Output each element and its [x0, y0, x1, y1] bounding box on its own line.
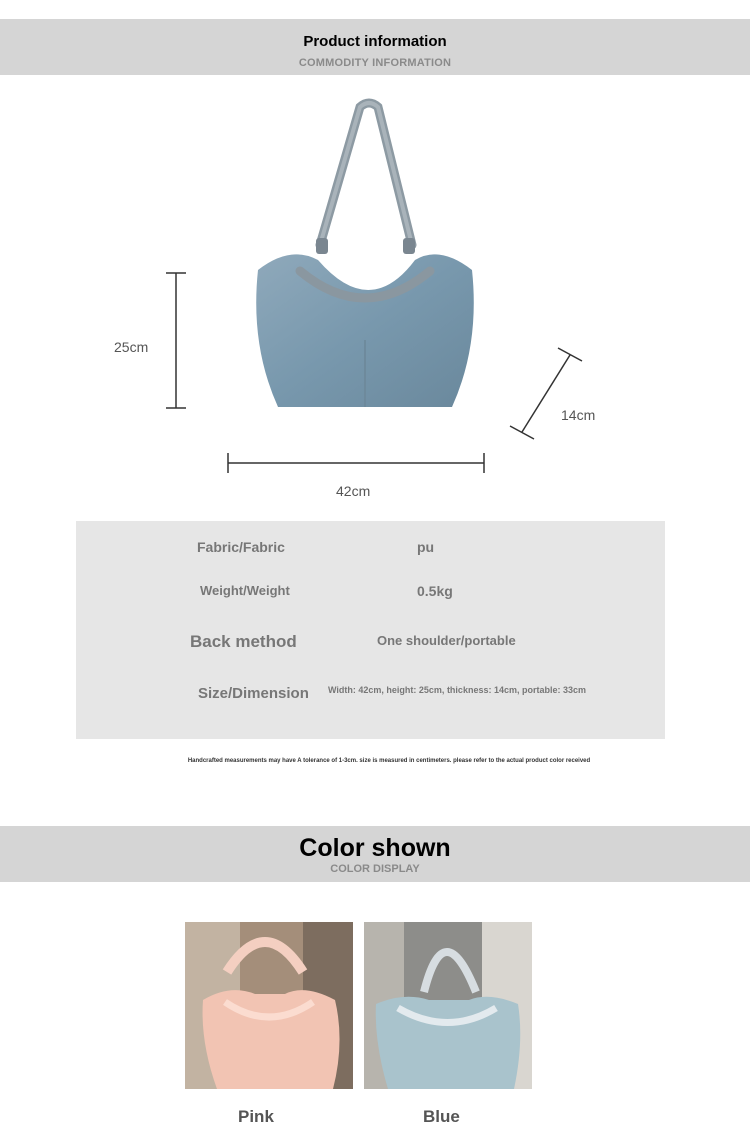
spec-value-size: Width: 42cm, height: 25cm, thickness: 14cm, portable: 33cm	[328, 685, 586, 695]
pink-bag-photo[interactable]	[185, 922, 353, 1089]
spec-value-back-method: One shoulder/portable	[377, 633, 516, 648]
height-label: 25cm	[114, 339, 149, 355]
measurement-note: Handcrafted measurements may have A tolerance of 1-3cm. size is measured in centimeters. please refer to the actual product color received	[187, 758, 591, 764]
width-label: 42cm	[336, 483, 371, 499]
spec-value-fabric: pu	[417, 539, 435, 555]
product-info-title: Product information	[303, 33, 447, 50]
spec-label-size: Size/Dimension	[198, 685, 309, 702]
color-shown-title: Color shown	[299, 834, 451, 862]
bag-illustration	[0, 95, 750, 515]
color-shown-header	[0, 826, 750, 882]
spec-label-back-method: Back method	[190, 632, 297, 651]
spec-label-fabric: Fabric/Fabric	[197, 539, 285, 555]
color-name-pink: Pink	[238, 1107, 274, 1126]
blue-bag-photo[interactable]	[364, 922, 532, 1089]
product-info-header	[0, 19, 750, 75]
color-shown-subtitle: COLOR DISPLAY	[330, 863, 420, 875]
spec-table	[76, 521, 665, 739]
spec-label-weight: Weight/Weight	[200, 583, 290, 598]
bag-dimension-diagram	[0, 95, 750, 515]
product-info-subtitle: COMMODITY INFORMATION	[298, 57, 452, 69]
spec-value-weight: 0.5kg	[417, 583, 453, 599]
color-name-blue: Blue	[423, 1107, 460, 1126]
thickness-label: 14cm	[561, 407, 596, 423]
